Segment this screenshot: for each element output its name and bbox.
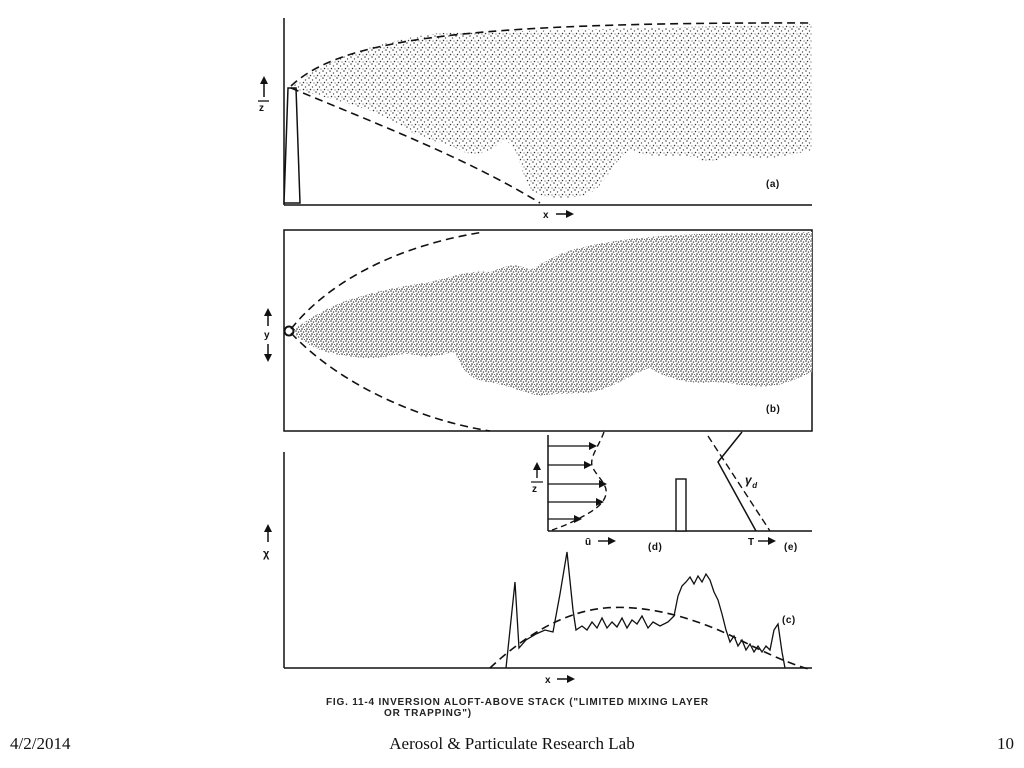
panel-b-y-label: y: [264, 330, 271, 341]
panel-d-wind-arrowheads: [574, 442, 607, 523]
panel-a-x-arrowhead: [566, 210, 574, 218]
panel-e-gamma-label: $\gamma_d$: [745, 473, 758, 490]
panel-c-mean-concentration: [490, 607, 812, 670]
panel-e: [708, 432, 798, 553]
panel-a-plume: [291, 24, 812, 198]
panel-e-t-arrowhead: [768, 537, 776, 545]
panel-d-stack: [676, 479, 686, 531]
panel-d-tag: (d): [648, 542, 663, 553]
panel-d: [531, 432, 812, 553]
panel-d-u-label: ū: [585, 537, 592, 548]
panel-c-chi-label: χ: [263, 548, 270, 560]
panel-d-z-label: z: [532, 484, 538, 495]
panel-c-tag: (c): [782, 615, 796, 626]
panel-e-tag: (e): [784, 542, 798, 553]
panel-c: [263, 452, 812, 686]
panel-d-z-arrowhead: [533, 462, 541, 470]
panel-b-tag: (b): [766, 404, 781, 415]
panel-c-chi-arrowhead: [264, 524, 272, 532]
panel-a: [258, 18, 812, 221]
panel-a-x-label: x: [543, 210, 550, 221]
figure-caption-line1: FIG. 11-4 INVERSION ALOFT-ABOVE STACK ("LIMITED MIXING LAYER: [326, 697, 709, 708]
panel-b-plume: [293, 232, 812, 396]
panel-c-x-arrowhead: [567, 675, 575, 683]
panel-b-y-arrowhead-down: [264, 354, 272, 362]
panel-a-stack: [284, 88, 300, 203]
panel-d-wind-arrows: [548, 446, 603, 519]
panel-e-t-label: T: [748, 537, 755, 548]
panel-e-dry-adiabat: [708, 436, 770, 531]
panel-a-z-arrowhead: [260, 76, 268, 84]
panel-b: [264, 230, 812, 431]
panel-b-y-arrowhead-up: [264, 308, 272, 316]
panel-d-wind-profile: [552, 432, 606, 530]
panel-d-u-arrowhead: [608, 537, 616, 545]
panel-a-z-label: z: [259, 103, 265, 114]
footer-lab-name: Aerosol & Particulate Research Lab: [389, 734, 635, 753]
footer-date: 4/2/2014: [10, 734, 71, 753]
figure-caption-line2: OR TRAPPING"): [384, 708, 472, 719]
panel-a-tag: (a): [766, 179, 780, 190]
footer-page-number: 10: [997, 734, 1014, 753]
panel-c-x-label: x: [545, 675, 552, 686]
